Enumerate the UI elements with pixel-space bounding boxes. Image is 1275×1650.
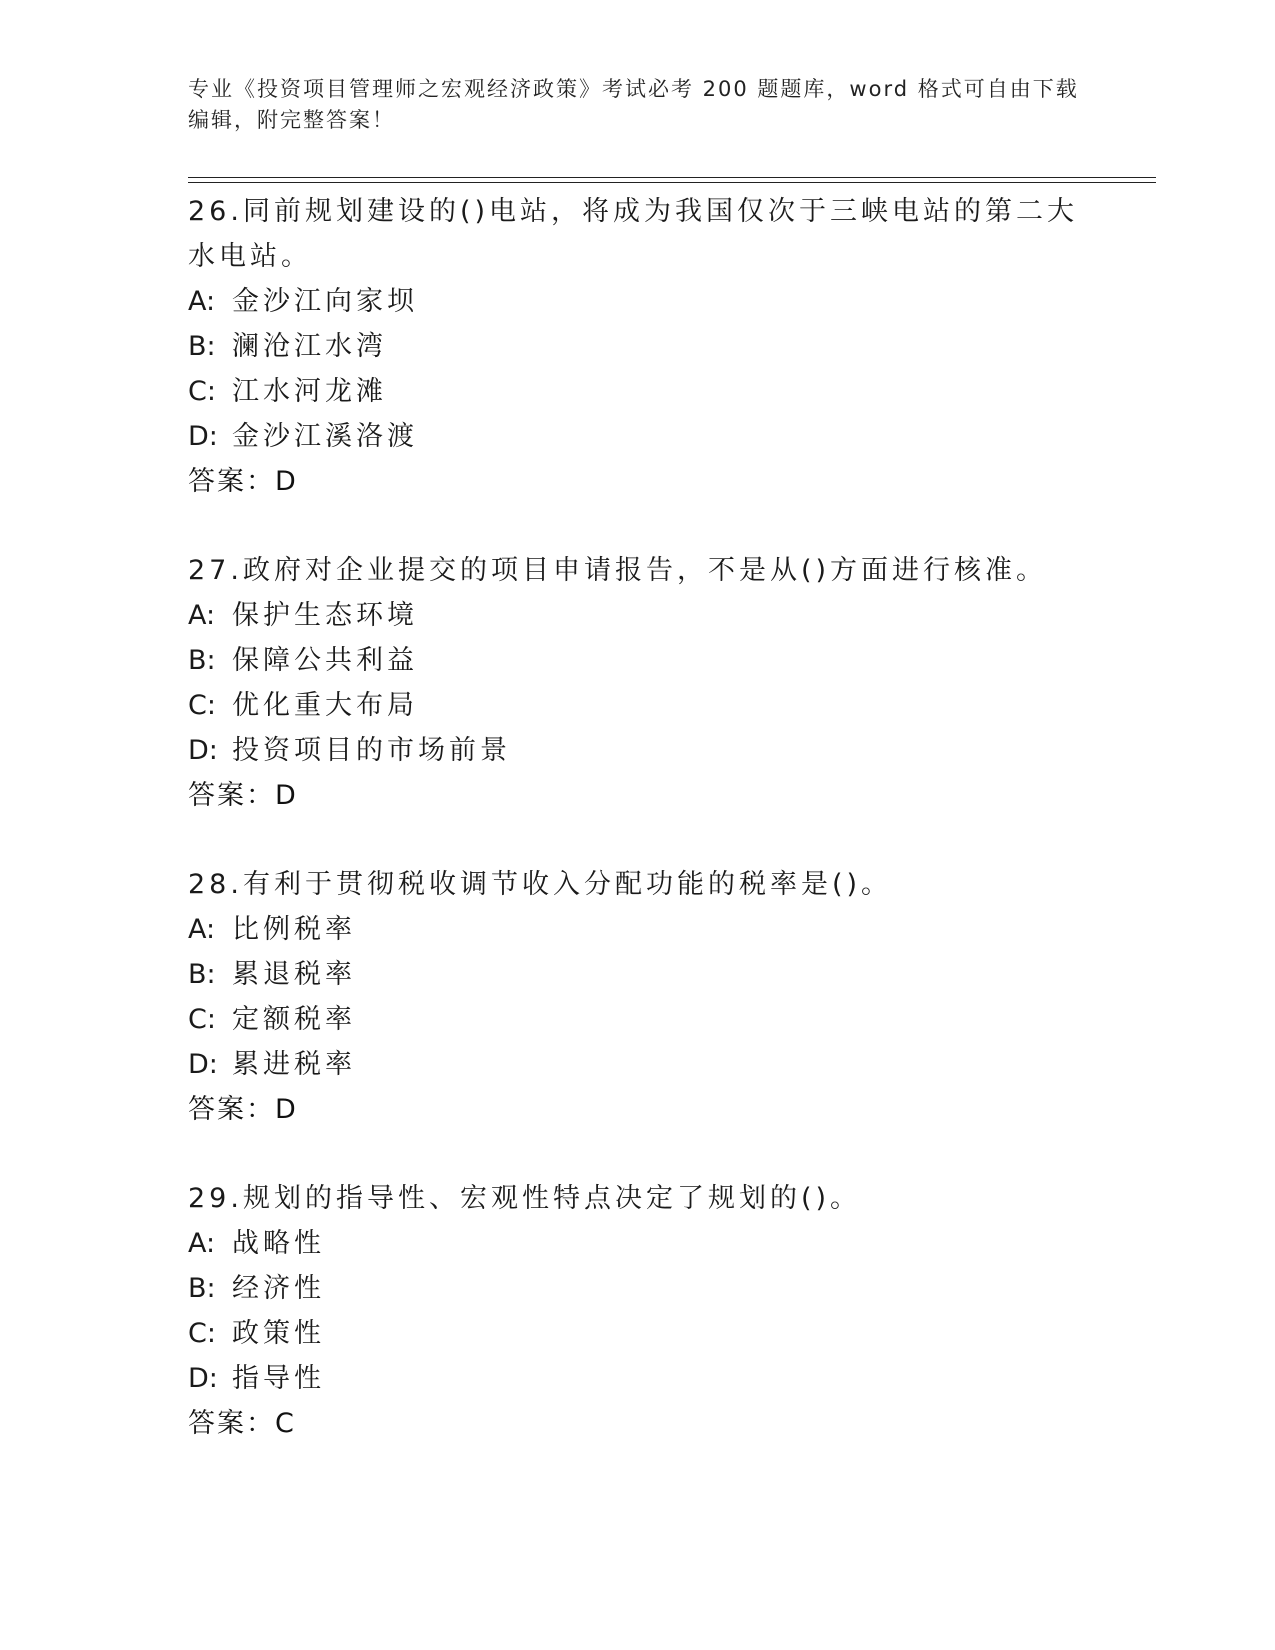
- option-key: A:: [188, 286, 216, 317]
- answer-value: C: [275, 1408, 294, 1439]
- option-b: [188, 324, 1088, 369]
- question-list: [188, 189, 1088, 1490]
- question-26: [188, 189, 1088, 504]
- option-text: 澜沧江水湾: [232, 331, 387, 362]
- option-b: [188, 1266, 1088, 1311]
- option-d: [188, 1356, 1088, 1401]
- option-key: C:: [188, 690, 216, 721]
- option-text: 定额税率: [232, 1004, 356, 1035]
- option-a: [188, 907, 1088, 952]
- option-text: 累进税率: [232, 1049, 356, 1080]
- option-key: D:: [188, 421, 218, 452]
- option-text: 累退税率: [232, 959, 356, 990]
- option-text: 金沙江溪洛渡: [232, 421, 418, 452]
- option-text: 江水河龙滩: [232, 376, 387, 407]
- option-key: A:: [188, 914, 216, 945]
- answer-label: 答案：: [188, 466, 275, 497]
- option-text: 比例税率: [232, 914, 356, 945]
- option-text: 指导性: [232, 1363, 325, 1394]
- option-d: [188, 414, 1088, 459]
- option-b: [188, 952, 1088, 997]
- option-text: 政策性: [232, 1318, 325, 1349]
- option-key: B:: [188, 959, 216, 990]
- option-key: C:: [188, 1004, 216, 1035]
- option-text: 投资项目的市场前景: [232, 735, 511, 766]
- option-text: 优化重大布局: [232, 690, 418, 721]
- option-key: B:: [188, 1273, 216, 1304]
- question-29: [188, 1176, 1088, 1446]
- option-key: B:: [188, 331, 216, 362]
- option-d: [188, 728, 1088, 773]
- option-d: [188, 1042, 1088, 1087]
- question-stem: 27.政府对企业提交的项目申请报告，不是从()方面进行核准。: [188, 555, 1048, 586]
- answer-line: [188, 773, 1088, 818]
- question-28: [188, 862, 1088, 1132]
- option-text: 经济性: [232, 1273, 325, 1304]
- answer-value: D: [275, 1094, 296, 1125]
- option-key: D:: [188, 1363, 218, 1394]
- option-c: [188, 997, 1088, 1042]
- header-divider-bottom: [188, 182, 1156, 183]
- option-key: C:: [188, 1318, 216, 1349]
- option-c: [188, 1311, 1088, 1356]
- answer-line: [188, 459, 1088, 504]
- option-b: [188, 638, 1088, 683]
- answer-line: [188, 1401, 1088, 1446]
- option-key: A:: [188, 600, 216, 631]
- question-27: [188, 548, 1088, 818]
- answer-value: D: [275, 466, 296, 497]
- question-stem: 28.有利于贯彻税收调节收入分配功能的税率是()。: [188, 869, 893, 900]
- answer-label: 答案：: [188, 780, 275, 811]
- option-text: 金沙江向家坝: [232, 286, 418, 317]
- option-a: [188, 593, 1088, 638]
- header-divider-top: [188, 177, 1156, 178]
- option-text: 保护生态环境: [232, 600, 418, 631]
- option-text: 战略性: [232, 1228, 325, 1259]
- question-stem: 29.规划的指导性、宏观性特点决定了规划的()。: [188, 1183, 862, 1214]
- option-c: [188, 369, 1088, 414]
- document-header: 专业《投资项目管理师之宏观经济政策》考试必考 200 题题库，word 格式可自由下载编辑，附完整答案！: [188, 77, 1079, 132]
- option-key: A:: [188, 1228, 216, 1259]
- answer-value: D: [275, 780, 296, 811]
- option-key: C:: [188, 376, 216, 407]
- option-text: 保障公共利益: [232, 645, 418, 676]
- option-key: B:: [188, 645, 216, 676]
- answer-label: 答案：: [188, 1408, 275, 1439]
- option-c: [188, 683, 1088, 728]
- option-key: D:: [188, 1049, 218, 1080]
- question-stem: 26.同前规划建设的()电站，将成为我国仅次于三峡电站的第二大水电站。: [188, 196, 1079, 272]
- answer-label: 答案：: [188, 1094, 275, 1125]
- option-a: [188, 1221, 1088, 1266]
- option-key: D:: [188, 735, 218, 766]
- option-a: [188, 279, 1088, 324]
- answer-line: [188, 1087, 1088, 1132]
